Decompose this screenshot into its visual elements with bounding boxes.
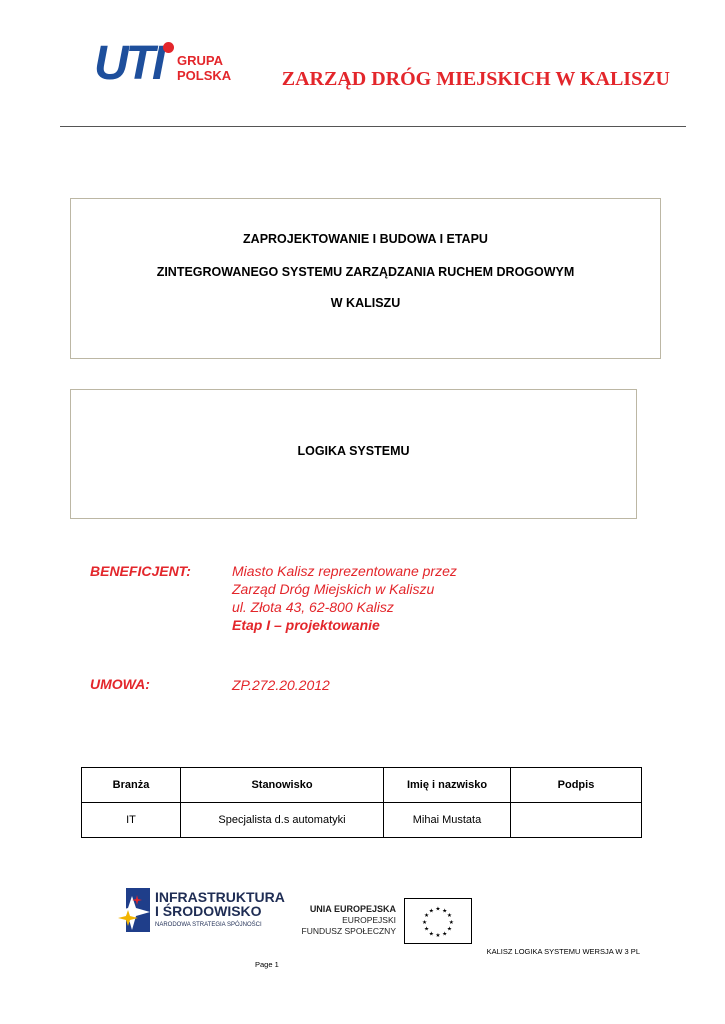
svg-text:★: ★ bbox=[428, 931, 434, 938]
svg-text:★: ★ bbox=[435, 933, 441, 940]
cell-stanowisko: Specjalista d.s automatyki bbox=[181, 803, 384, 838]
project-title-box bbox=[70, 198, 661, 359]
svg-text:★: ★ bbox=[422, 919, 428, 926]
project-title-line-3: W KALISZU bbox=[330, 296, 401, 310]
infrastruktura-logo bbox=[112, 886, 285, 938]
svg-text:★: ★ bbox=[442, 931, 448, 938]
uti-logo-mark: UTI bbox=[94, 37, 163, 90]
column-header-imie-nazwisko: Imię i nazwisko bbox=[384, 768, 511, 803]
table-header-row bbox=[82, 768, 642, 803]
footer-document-reference: KALISZ LOGIKA SYSTEMU WERSJA W 3 PL bbox=[486, 947, 640, 956]
cell-branza: IT bbox=[82, 803, 181, 838]
svg-text:★: ★ bbox=[428, 908, 434, 915]
infrastruktura-emblem-icon bbox=[112, 886, 154, 938]
column-header-podpis: Podpis bbox=[511, 768, 642, 803]
beneficjent-details bbox=[232, 562, 457, 634]
svg-text:★: ★ bbox=[446, 913, 453, 920]
svg-text:★: ★ bbox=[448, 919, 454, 926]
unia-europejska-text: UNIA EUROPEJSKA EUROPEJSKI FUNDUSZ SPOŁECZNY bbox=[301, 904, 396, 936]
cell-imie-nazwisko: Mihai Mustata bbox=[384, 803, 511, 838]
beneficjent-line-1: Miasto Kalisz reprezentowane przez bbox=[232, 563, 457, 579]
beneficjent-line-2: Zarząd Dróg Miejskich w Kaliszu bbox=[232, 581, 435, 597]
uti-logo-text: GRUPA POLSKA bbox=[177, 53, 232, 83]
cell-podpis bbox=[511, 803, 642, 838]
infrastruktura-logo-title: INFRASTRUKTURA I ŚRODOWISKO bbox=[155, 889, 285, 919]
project-title-line-1: ZAPROJEKTOWANIE I BUDOWA I ETAPU bbox=[243, 232, 488, 246]
svg-text:★: ★ bbox=[435, 906, 441, 913]
signature-table bbox=[81, 767, 642, 838]
beneficjent-line-3: ul. Złota 43, 62-800 Kalisz bbox=[232, 599, 394, 615]
document-subject-title: LOGIKA SYSTEMU bbox=[297, 444, 410, 458]
svg-text:★: ★ bbox=[446, 926, 453, 933]
svg-text:★: ★ bbox=[423, 913, 430, 920]
header-divider bbox=[60, 126, 686, 127]
umowa-label: UMOWA: bbox=[90, 676, 150, 692]
umowa-value: ZP.272.20.2012 bbox=[232, 677, 330, 693]
page-number: Page 1 bbox=[255, 960, 279, 969]
beneficjent-line-4: Etap I – projektowanie bbox=[232, 617, 380, 633]
uti-logo-dot bbox=[163, 42, 174, 53]
project-title-line-2: ZINTEGROWANEGO SYSTEMU ZARZĄDZANIA RUCHEM DROGOWYM bbox=[156, 265, 575, 279]
column-header-stanowisko: Stanowisko bbox=[181, 768, 384, 803]
infrastruktura-logo-subtitle: NARODOWA STRATEGIA SPÓJNOŚCI bbox=[155, 922, 262, 928]
document-subject-box bbox=[70, 389, 637, 519]
eu-flag-icon bbox=[404, 898, 472, 944]
table-row bbox=[82, 803, 642, 838]
beneficjent-label: BENEFICJENT: bbox=[90, 563, 191, 579]
column-header-branza: Branża bbox=[82, 768, 181, 803]
svg-text:★: ★ bbox=[442, 908, 448, 915]
document-header-title: ZARZĄD DRÓG MIEJSKICH W KALISZU bbox=[281, 68, 670, 90]
svg-text:★: ★ bbox=[423, 926, 430, 933]
